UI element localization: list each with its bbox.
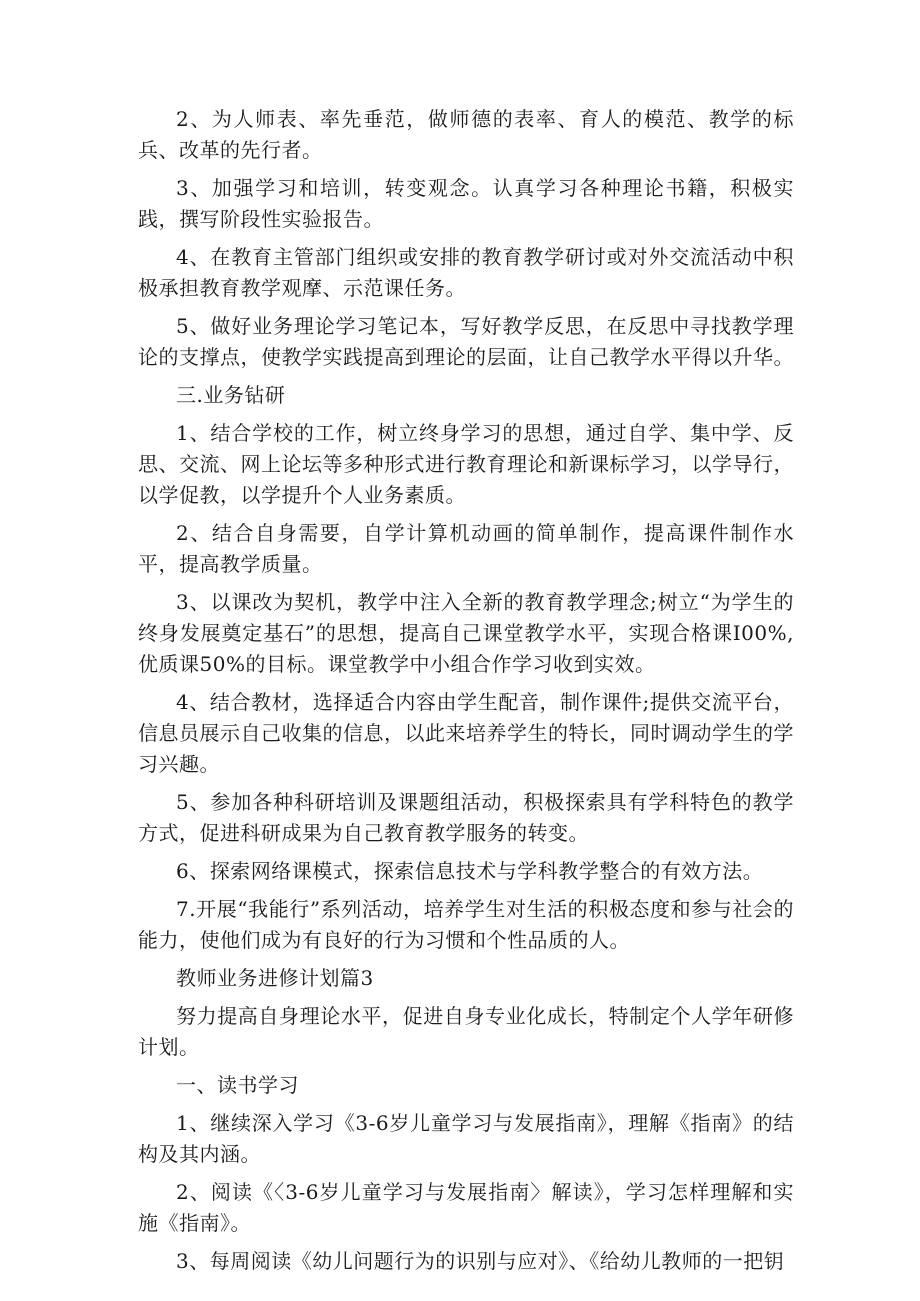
paragraph: 4、结合教材，选择适合内容由学生配音，制作课件;提供交流平台，信息员展示自己收集的信息，以此来培养学生的特长，同时调动学生的学习兴趣。 [138, 690, 794, 776]
paragraph: 3、加强学习和培训，转变观念。认真学习各种理论书籍，积极实践，撰写阶段性实验报告。 [138, 176, 794, 231]
document-page [138, 104, 794, 1284]
section-heading: 一、读书学习 [176, 1073, 299, 1097]
paragraph: 2、为人师表、率先垂范，做师德的表率、育人的模范、教学的标兵、改革的先行者。 [138, 107, 794, 162]
paragraph: 6、探索网络课模式，探索信息技术与学科教学整合的有效方法。 [176, 859, 764, 883]
section-heading: 三.业务钻研 [176, 383, 286, 407]
paragraph: 5、做好业务理论学习笔记本，写好教学反思，在反思中寻找教学理论的支撑点，使教学实践提高到理论的层面，让自己教学水平得以升华。 [138, 314, 794, 369]
section-heading: 教师业务进修计划篇3 [176, 966, 374, 990]
paragraph: 3、以课改为契机，教学中注入全新的教育教学理念;树立“为学生的终身发展奠定基石”的思想，提高自己课堂教学水平，实现合格课I00%,优质课50%的目标。课堂教学中小组合作学习收到实效。 [138, 590, 794, 676]
paragraph: 1、结合学校的工作，树立终身学习的思想，通过自学、集中学、反思、交流、网上论坛等多种形式进行教育理论和新课标学习，以学导行，以学促教，以学提升个人业务素质。 [138, 421, 794, 507]
paragraph: 4、在教育主管部门组织或安排的教育教学研讨或对外交流活动中积极承担教育教学观摩、示范课任务。 [138, 245, 794, 300]
paragraph: 5、参加各种科研培训及课题组活动，积极探索具有学科特色的教学方式，促进科研成果为自己教育教学服务的转变。 [138, 790, 794, 845]
paragraph: 1、继续深入学习《3-6岁儿童学习与发展指南》，理解《指南》的结构及其内涵。 [138, 1111, 794, 1166]
paragraph: 7.开展“我能行”系列活动，培养学生对生活的积极态度和参与社会的能力，使他们成为有良好的行为习惯和个性品质的人。 [138, 897, 794, 952]
paragraph: 2、阅读《〈3-6岁儿童学习与发展指南〉解读》，学习怎样理解和实施《指南》。 [138, 1180, 794, 1235]
paragraph: 3、每周阅读《幼儿问题行为的识别与应对》、《给幼儿教师的一把钥 [176, 1249, 785, 1273]
paragraph: 2、结合自身需要，自学计算机动画的简单制作，提高课件制作水平，提高教学质量。 [138, 521, 794, 576]
paragraph: 努力提高自身理论水平，促进自身专业化成长，特制定个人学年研修计划。 [138, 1004, 794, 1059]
